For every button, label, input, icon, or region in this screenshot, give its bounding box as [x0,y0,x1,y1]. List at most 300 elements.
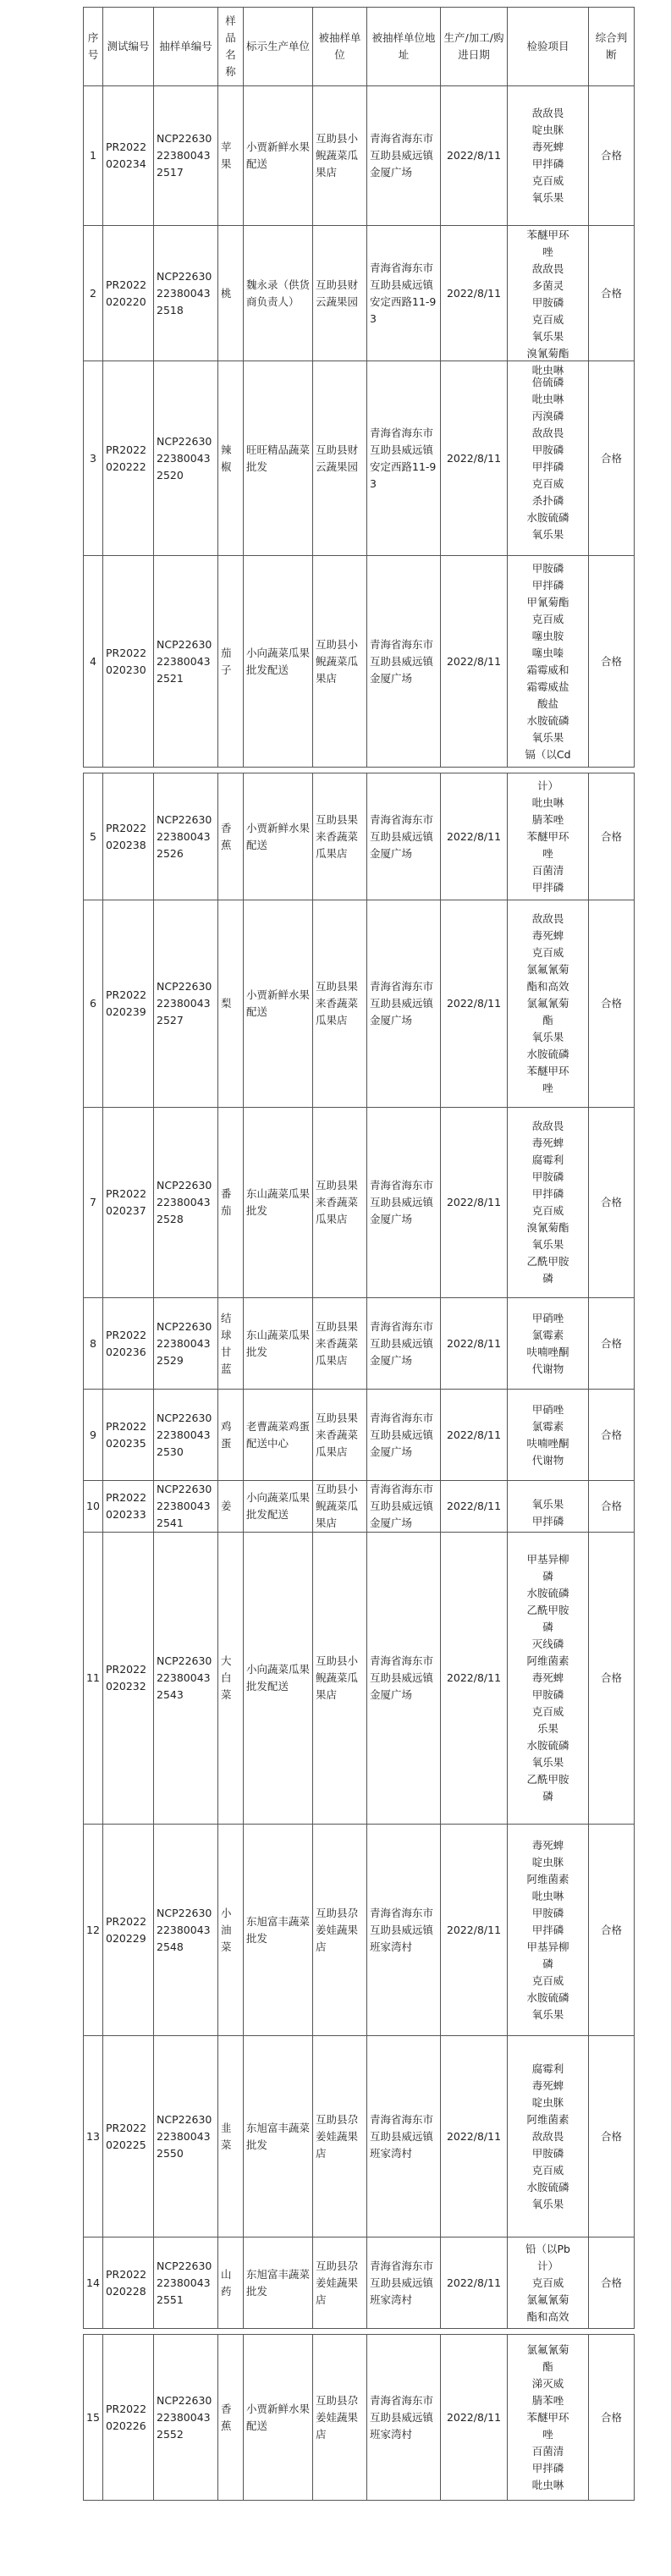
test-item: 氯氟氰菊 [526,997,569,1010]
sample-no-cell: NCP2263022380043 2551 [154,2237,218,2329]
test-item: 甲拌磷 [531,460,564,473]
test-item: 甲胺磷 [531,2146,564,2160]
test-item: 腐霉利 [531,2061,564,2075]
test-item: 克百威 [531,1705,564,1718]
producer-cell: 小向蔬菜瓜果批发配送 [244,1481,313,1533]
test-item: 水胺硫磷 [526,510,569,524]
test-items-cell [508,1108,589,1298]
sample-no-cell: NCP2263022380043 2518 [154,226,218,361]
test-item: 克百威 [531,946,564,959]
test-no-cell: PR2022020238 [103,773,154,900]
test-item: 敌敌畏 [531,261,564,275]
test-no-cell: PR2022020222 [103,361,154,556]
test-no-cell: PR2022020239 [103,900,154,1108]
row-no: 5 [84,773,103,900]
row-no: 9 [84,1390,103,1481]
test-item: 酯 [542,1014,553,1027]
producer-cell: 旺旺精品蔬菜批发 [244,361,313,556]
address-cell: 青海省海东市互助县威远镇金厦广场 [367,1390,441,1481]
producer-cell: 小贾新鲜水果配送 [244,2335,313,2501]
date-cell: 2022/8/11 [441,86,508,226]
header-unit-address: 被抽样单位地址 [367,8,441,86]
result-cell: 合格 [589,1108,635,1298]
date-cell: 2022/8/11 [441,2036,508,2237]
test-item: 霜霉威和 [526,663,569,676]
producer-cell: 东旭富丰蔬菜批发 [244,2036,313,2237]
test-item: 溴氰菊酯 [526,346,569,360]
test-items-cell [508,773,589,900]
test-item: 毒死蜱 [531,1838,564,1852]
table-row [84,1533,635,1825]
test-items-cell [508,226,589,377]
test-item: 毒死蜱 [531,2078,564,2092]
sample-no-cell: NCP2263022380043 2520 [154,361,218,556]
address-cell: 青海省海东市互助县威远镇班家湾村 [367,2237,441,2329]
result-cell: 合格 [589,1390,635,1481]
test-items-cell [508,900,589,1108]
test-item: 克百威 [531,312,564,326]
test-item: 磷 [542,1621,553,1633]
test-item: 磷 [542,1570,553,1582]
test-no-cell: PR2022020230 [103,556,154,768]
test-items-cell [508,1481,589,1533]
sample-no-cell: NCP2263022380043 2543 [154,1533,218,1825]
test-items-cell [508,361,589,556]
header-sample-name: 样品名称 [218,8,244,86]
test-items-cell [508,556,589,768]
test-item: 倍硫磷 [531,375,564,388]
test-item: 氧乐果 [531,1498,564,1511]
test-item: 克百威 [531,174,564,187]
sample-name-cell: 辣椒 [218,361,244,556]
sample-no-cell: NCP2263022380043 2548 [154,1825,218,2036]
table-row [84,1108,635,1298]
result-cell: 合格 [589,1481,635,1533]
result-cell: 合格 [589,361,635,556]
test-no-cell: PR2022020237 [103,1108,154,1298]
test-item: 阿维菌素 [526,1872,569,1885]
test-item: 敌敌畏 [531,426,564,439]
test-item: 毒死蜱 [531,1137,564,1149]
test-no-cell: PR2022020229 [103,1825,154,2036]
row-no: 12 [84,1825,103,2036]
test-item: 计） [536,2259,558,2272]
producer-cell: 东山蔬菜瓜果批发 [244,1108,313,1298]
header-test-no: 测试编号 [103,8,154,86]
test-item: 乙酰甲胺 [526,1773,569,1786]
table-row [84,1481,635,1533]
test-item: 甲胺磷 [531,1170,564,1183]
test-item: 镉（以Cd [525,747,571,761]
test-item: 克百威 [531,1973,564,1987]
inspection-results-table [83,7,635,2501]
table-row [84,86,635,226]
producer-cell: 魏永录（供货商负责人） [244,226,313,361]
test-item: 代谢物 [531,1362,564,1375]
test-item: 甲胺磷 [531,561,564,575]
test-item: 啶虫脒 [531,1855,564,1869]
date-cell: 2022/8/11 [441,2237,508,2329]
test-item: 吡虫啉 [531,2478,564,2491]
row-no: 1 [84,86,103,226]
test-item: 毒死蜱 [531,1671,564,1684]
test-item: 敌敌畏 [531,107,564,119]
table-row [84,361,635,556]
test-item: 水胺硫磷 [526,1587,569,1599]
test-item: 甲基异柳 [526,1940,569,1953]
test-item: 磷 [542,1790,553,1803]
sample-no-cell: NCP2263022380043 2530 [154,1390,218,1481]
sampled-unit-cell: 互助县尕姜娃蔬果店 [313,1825,367,2036]
address-cell: 青海省海东市互助县威远镇安定西路11-93 [367,226,441,361]
test-item: 腐霉利 [531,1153,564,1166]
test-item: 甲拌磷 [531,880,564,894]
row-no: 15 [84,2335,103,2501]
sampled-unit-cell: 互助县小鲵蔬菜瓜果店 [313,1481,367,1533]
date-cell: 2022/8/11 [441,1390,508,1481]
sample-no-cell: NCP2263022380043 2550 [154,2036,218,2237]
test-item: 百菌清 [531,863,564,877]
test-item: 甲硝唑 [531,1311,564,1324]
test-items-cell [508,1825,589,2036]
address-cell: 青海省海东市互助县威远镇金厦广场 [367,1481,441,1533]
test-item: 磷 [542,1957,553,1970]
table-row [84,556,635,768]
test-item: 氧乐果 [531,1756,564,1769]
test-item: 敌敌畏 [531,1120,564,1132]
result-cell: 合格 [589,226,635,361]
sampled-unit-cell: 互助县小鲵蔬菜瓜果店 [313,86,367,226]
test-items-cell [508,1390,589,1481]
test-item: 毒死蜱 [531,140,564,153]
test-item: 氯霉素 [531,1328,564,1341]
test-item: 酸盐 [536,696,558,710]
page-gap-cell [84,768,635,773]
sampled-unit-cell: 互助县果来香蔬菜瓜果店 [313,1108,367,1298]
address-cell: 青海省海东市互助县威远镇安定西路11-93 [367,361,441,556]
producer-cell: 小贾新鲜水果配送 [244,773,313,900]
test-item: 磷 [542,1272,553,1285]
result-cell: 合格 [589,1298,635,1390]
date-cell: 2022/8/11 [441,2335,508,2501]
test-item: 毒死蜱 [531,929,564,942]
row-no: 14 [84,2237,103,2329]
sampled-unit-cell: 互助县果来香蔬菜瓜果店 [313,1390,367,1481]
test-item: 氯氟氰菊 [526,2293,569,2306]
test-item: 氧乐果 [531,730,564,744]
test-item: 丙溴磷 [531,409,564,422]
test-no-cell: PR2022020234 [103,86,154,226]
sample-name-cell: 苹果 [218,86,244,226]
test-item: 氧乐果 [531,1031,564,1043]
test-no-cell: PR2022020235 [103,1390,154,1481]
test-no-cell: PR2022020226 [103,2335,154,2501]
test-item: 百菌清 [531,2444,564,2458]
test-item: 氧乐果 [531,2007,564,2021]
header-sample-no: 抽样单编号 [154,8,218,86]
header-result: 综合判断 [589,8,635,86]
test-item: 氧乐果 [531,329,564,343]
address-cell: 青海省海东市互助县威远镇班家湾村 [367,2036,441,2237]
date-cell: 2022/8/11 [441,361,508,556]
test-item: 铅（以Pb [525,2242,570,2255]
address-cell: 青海省海东市互助县威远镇班家湾村 [367,2335,441,2501]
test-item: 多菌灵 [531,278,564,292]
test-no-cell: PR2022020228 [103,2237,154,2329]
test-item: 涕灭威 [531,2376,564,2390]
table-row [84,226,635,361]
test-item: 水胺硫磷 [526,713,569,727]
test-item: 乙酰甲胺 [526,1604,569,1616]
row-no: 7 [84,1108,103,1298]
result-cell: 合格 [589,900,635,1108]
producer-cell: 小向蔬菜瓜果批发配送 [244,556,313,768]
address-cell: 青海省海东市互助县威远镇金厦广场 [367,556,441,768]
test-item: 苯醚甲环 [526,1065,569,1077]
sample-name-cell: 香蕉 [218,2335,244,2501]
test-item: 甲胺磷 [531,295,564,309]
date-cell: 2022/8/11 [441,556,508,768]
sample-no-cell: NCP2263022380043 2526 [154,773,218,900]
sampled-unit-cell: 互助县尕姜娃蔬果店 [313,2036,367,2237]
test-item: 灭线磷 [531,1638,564,1650]
test-item: 克百威 [531,2163,564,2177]
producer-cell: 东山蔬菜瓜果批发 [244,1298,313,1390]
test-item: 苯醚甲环 [526,829,569,843]
test-item: 氧乐果 [531,1238,564,1251]
producer-cell: 东旭富丰蔬菜批发 [244,2237,313,2329]
test-item: 克百威 [531,2276,564,2289]
test-item: 酯和高效 [526,2309,569,2323]
sampled-unit-cell: 互助县财云蔬果园 [313,361,367,556]
address-cell: 青海省海东市互助县威远镇金厦广场 [367,86,441,226]
sample-no-cell: NCP2263022380043 2552 [154,2335,218,2501]
sample-name-cell: 小油菜 [218,1825,244,2036]
test-items-cell [508,1533,589,1825]
test-item: 甲拌磷 [531,1923,564,1936]
test-item: 阿维菌素 [526,1654,569,1667]
header-no: 序号 [84,8,103,86]
test-item: 氯霉素 [531,1419,564,1433]
table-row [84,773,635,900]
producer-cell: 东旭富丰蔬菜批发 [244,1825,313,2036]
test-item: 吡虫啉 [531,1889,564,1902]
test-item: 甲氰菊酯 [526,595,569,608]
test-item: 代谢物 [531,1453,564,1467]
sample-name-cell: 鸡蛋 [218,1390,244,1481]
sample-no-cell: NCP2263022380043 2521 [154,556,218,768]
test-item: 霜霉威盐 [526,680,569,693]
test-item: 啶虫脒 [531,2095,564,2109]
test-item: 氧乐果 [531,527,564,541]
header-sampled-unit: 被抽样单位 [313,8,367,86]
test-item: 甲胺磷 [531,443,564,456]
result-cell: 合格 [589,1533,635,1825]
test-no-cell: PR2022020233 [103,1481,154,1533]
test-item: 水胺硫磷 [526,2180,569,2193]
table-row [84,2036,635,2237]
sampled-unit-cell: 互助县果来香蔬菜瓜果店 [313,900,367,1108]
sample-no-cell: NCP2263022380043 2541 [154,1481,218,1533]
test-no-cell: PR2022020232 [103,1533,154,1825]
producer-cell: 小贾新鲜水果配送 [244,86,313,226]
test-item: 乙酰甲胺 [526,1255,569,1268]
test-no-cell: PR2022020236 [103,1298,154,1390]
test-item: 克百威 [531,612,564,625]
test-item: 吡虫啉 [531,392,564,405]
date-cell: 2022/8/11 [441,226,508,361]
table-row [84,2237,635,2329]
result-cell: 合格 [589,2335,635,2501]
test-item: 呋喃唑酮 [526,1345,569,1358]
test-item: 吡虫啉 [531,795,564,809]
sampled-unit-cell: 互助县小鲵蔬菜瓜果店 [313,556,367,768]
sampled-unit-cell: 互助县财云蔬果园 [313,226,367,361]
test-item: 氯氟氰菊 [526,963,569,976]
header-date: 生产/加工/购进日期 [441,8,508,86]
result-cell: 合格 [589,1825,635,2036]
test-item: 氧乐果 [531,2197,564,2210]
test-item: 酯 [542,2359,553,2373]
sample-name-cell: 山药 [218,2237,244,2329]
address-cell: 青海省海东市互助县威远镇金厦广场 [367,1533,441,1825]
result-cell: 合格 [589,773,635,900]
row-no: 8 [84,1298,103,1390]
address-cell: 青海省海东市互助县威远镇金厦广场 [367,773,441,900]
address-cell: 青海省海东市互助县威远镇金厦广场 [367,900,441,1108]
sampled-unit-cell: 互助县果来香蔬菜瓜果店 [313,1298,367,1390]
test-no-cell: PR2022020225 [103,2036,154,2237]
date-cell: 2022/8/11 [441,1481,508,1533]
test-item: 甲拌磷 [531,2461,564,2474]
sample-name-cell: 香蕉 [218,773,244,900]
test-item: 唑 [542,1082,553,1094]
test-no-cell: PR2022020220 [103,226,154,361]
date-cell: 2022/8/11 [441,1108,508,1298]
sample-name-cell: 结球甘蓝 [218,1298,244,1390]
date-cell: 2022/8/11 [441,1533,508,1825]
test-item: 苯醚甲环 [526,2410,569,2424]
row-no: 4 [84,556,103,768]
test-item: 甲硝唑 [531,1402,564,1416]
row-no: 2 [84,226,103,361]
test-item: 啶虫脒 [531,124,564,136]
sample-name-cell: 姜 [218,1481,244,1533]
sampled-unit-cell: 互助县果来香蔬菜瓜果店 [313,773,367,900]
date-cell: 2022/8/11 [441,1298,508,1390]
test-item: 水胺硫磷 [526,1739,569,1752]
date-cell: 2022/8/11 [441,773,508,900]
table-row [84,1298,635,1390]
test-item: 酯和高效 [526,980,569,993]
sampled-unit-cell: 互助县小鲵蔬菜瓜果店 [313,1533,367,1825]
date-cell: 2022/8/11 [441,1825,508,2036]
test-item: 唑 [542,245,553,258]
test-items-cell [508,2036,589,2237]
sample-name-cell: 桃 [218,226,244,361]
sample-no-cell: NCP2263022380043 2517 [154,86,218,226]
test-item: 甲拌磷 [531,157,564,170]
header-test-items: 检验项目 [508,8,589,86]
sample-name-cell: 大白菜 [218,1533,244,1825]
sample-name-cell: 茄子 [218,556,244,768]
test-item: 乐果 [536,1722,558,1735]
result-cell: 合格 [589,556,635,768]
address-cell: 青海省海东市互助县威远镇金厦广场 [367,1298,441,1390]
table-row [84,2335,635,2501]
sample-name-cell: 韭菜 [218,2036,244,2237]
page-gap [84,2329,635,2335]
test-item: 甲基异柳 [526,1553,569,1566]
row-no: 13 [84,2036,103,2237]
result-cell: 合格 [589,2237,635,2329]
test-items-cell [508,86,589,226]
test-item: 氯氟氰菊 [526,2342,569,2356]
result-cell: 合格 [589,2036,635,2237]
test-items-cell [508,1298,589,1390]
test-items-cell [508,2237,589,2329]
test-item: 敌敌畏 [531,912,564,925]
test-item: 溴氰菊酯 [526,1221,569,1234]
test-item: 唑 [542,2427,553,2441]
date-cell: 2022/8/11 [441,900,508,1108]
test-item: 唑 [542,846,553,860]
page-gap-cell [84,2329,635,2335]
test-item: 计） [536,779,558,792]
test-item: 吡虫啉 [531,363,564,377]
producer-cell: 小向蔬菜瓜果批发配送 [244,1533,313,1825]
test-item: 苯醚甲环 [526,228,569,241]
test-item: 水胺硫磷 [526,1048,569,1060]
row-no: 10 [84,1481,103,1533]
test-item: 噻虫嗪 [531,646,564,659]
sampled-unit-cell: 互助县尕姜娃蔬果店 [313,2237,367,2329]
test-item: 呋喃唑酮 [526,1436,569,1450]
test-item: 噻虫胺 [531,629,564,642]
test-item: 甲拌磷 [531,578,564,592]
sampled-unit-cell: 互助县尕姜娃蔬果店 [313,2335,367,2501]
test-item: 敌敌畏 [531,2129,564,2143]
row-no: 3 [84,361,103,556]
test-item: 腈苯唑 [531,812,564,826]
table-row [84,1825,635,2036]
page-gap [84,768,635,773]
test-item: 克百威 [531,476,564,490]
test-item: 杀扑磷 [531,493,564,507]
test-item: 腈苯唑 [531,2393,564,2407]
sample-no-cell: NCP2263022380043 2529 [154,1298,218,1390]
table-row [84,900,635,1108]
result-cell: 合格 [589,86,635,226]
test-item: 甲胺磷 [531,1906,564,1919]
test-item: 甲胺磷 [531,1688,564,1701]
table-row [84,1390,635,1481]
sample-name-cell: 番茄 [218,1108,244,1298]
test-item: 水胺硫磷 [526,1990,569,2004]
row-no: 11 [84,1533,103,1825]
address-cell: 青海省海东市互助县威远镇金厦广场 [367,1108,441,1298]
test-item: 氧乐果 [531,191,564,204]
test-item: 甲拌磷 [531,1515,564,1527]
test-item: 甲拌磷 [531,1187,564,1200]
test-items-cell [508,2335,589,2501]
sample-no-cell: NCP2263022380043 2527 [154,900,218,1108]
producer-cell: 老曹蔬菜鸡蛋配送中心 [244,1390,313,1481]
sample-name-cell: 梨 [218,900,244,1108]
table-header-row [84,8,635,86]
test-item: 克百威 [531,1204,564,1217]
test-item: 阿维菌素 [526,2112,569,2126]
